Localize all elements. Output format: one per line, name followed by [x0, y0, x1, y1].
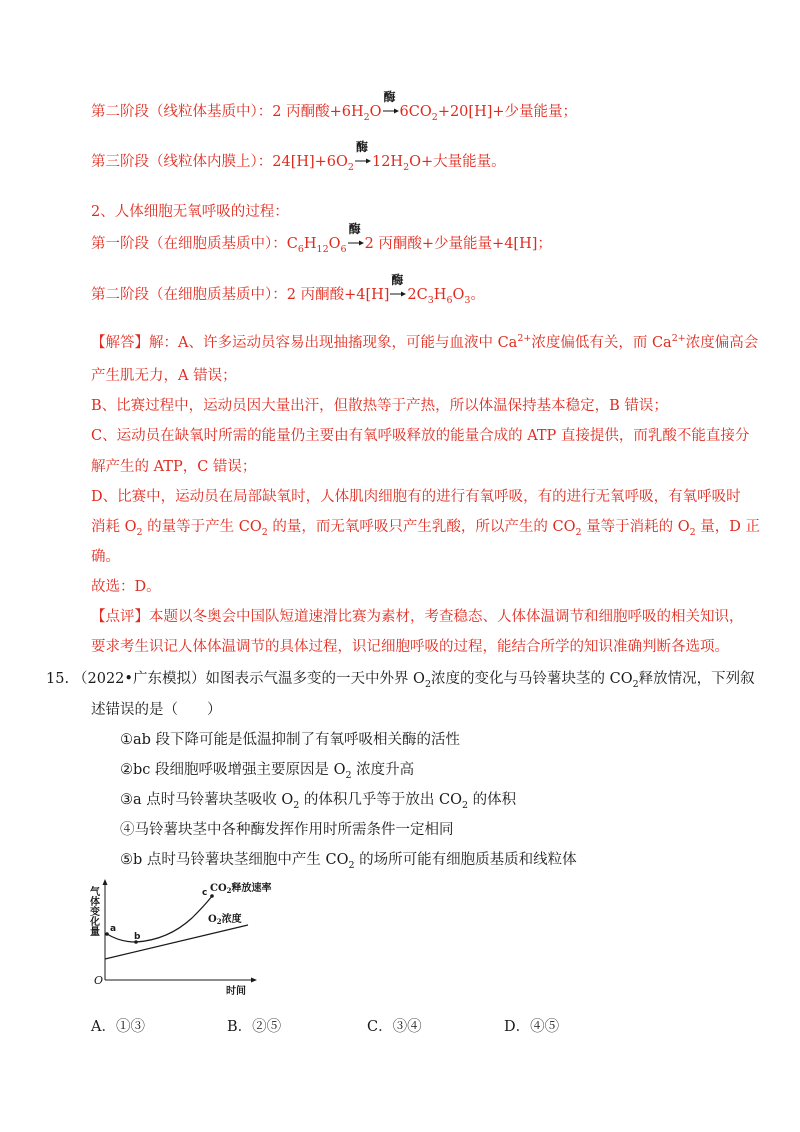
x-axis-label: 时间	[226, 986, 246, 997]
point-c	[210, 894, 214, 898]
point-a-label: a	[110, 924, 117, 934]
aerobic-stage3: 第三阶段（线粒体内膜上）：$24[H]+6O_2$ 酶 $12H_2O+$大量能量。	[91, 140, 506, 173]
origin-label: O	[94, 974, 104, 987]
co2-series-line	[107, 896, 212, 942]
enzyme-arrow: 酶	[348, 235, 364, 249]
y-axis-arrow	[103, 879, 108, 885]
statement-1: ①ab 段下降可能是低温抑制了有氧呼吸相关酶的活性	[120, 732, 461, 748]
option-b[interactable]: B．②⑤	[227, 1019, 282, 1035]
enzyme-arrow: 酶	[383, 103, 399, 117]
gas-change-chart	[87, 878, 272, 997]
option-c[interactable]: C．③④	[367, 1019, 422, 1035]
y-axis-label: 气体变化量	[87, 886, 99, 936]
anaerobic-stage2: 第二阶段（在细胞质基质中）：2 丙酮酸+4[H] 酶 $2C_3H_6O_3$。	[91, 273, 485, 306]
comment-tag: 【点评】	[91, 609, 149, 625]
co2-series-label: $CO_2$释放速率	[210, 883, 272, 895]
comment-line-2: 要求考生识记人体体温调节的具体过程，识记细胞呼吸的过程，能结合所学的知识准确判断各选项。	[91, 639, 729, 655]
answer-line-1: 【解答】解：A、许多运动员容易出现抽搐现象，可能与血液中 $Ca^{2+}$浓度偏低有关，而 $Ca^{2+}$浓度偏高会	[91, 333, 759, 351]
aerobic-stage2: 第二阶段（线粒体基质中）：2 丙酮酸$+6H_2O$ 酶 $6CO_2+20[H]+$少量能量；	[91, 90, 578, 123]
answer-line-4: C、运动员在缺氧时所需的能量仍主要由有氧呼吸释放的能量合成的 ATP 直接提供，而乳酸不能直接分	[91, 428, 750, 444]
statement-2: ②bc 段细胞呼吸增强主要原因是 $O_2$ 浓度升高	[120, 762, 415, 781]
enzyme-arrow: 酶	[390, 286, 406, 300]
anaerobic-stage1: 第一阶段（在细胞质基质中）：$C_6H_{12}O_6$ 酶 2 丙酮酸+少量能量+4[H]；	[91, 222, 552, 255]
point-b-label: b	[134, 932, 141, 942]
answer-line-7: 消耗 $O_2$ 的量等于产生 $CO_2$ 的量，而无氧呼吸只产生乳酸，所以产生的 $CO_2$ 量等于消耗的 $O_2$ 量，D 正	[91, 519, 761, 538]
anaerobic-title: 2、人体细胞无氧呼吸的过程：	[91, 204, 289, 220]
answer-line-6: D、比赛中，运动员在局部缺氧时，人体肌肉细胞有的进行有氧呼吸，有的进行无氧呼吸，有氧呼吸时	[91, 489, 741, 505]
question-stem-2: 述错误的是（ ）	[91, 702, 222, 718]
question-number: 15.	[46, 671, 70, 687]
answer-line-8: 确。	[91, 549, 120, 565]
comment-line-1: 【点评】本题以冬奥会中国队短道速滑比赛为素材，考查稳态、人体体温调节和细胞呼吸的相关知识，	[91, 609, 744, 625]
answer-line-2: 产生肌无力，A 错误；	[91, 368, 237, 384]
answer-choice: 故选：D。	[91, 579, 161, 595]
option-d[interactable]: D．④⑤	[504, 1019, 560, 1035]
option-a[interactable]: A．①③	[91, 1019, 145, 1035]
answer-tag: 【解答】	[91, 335, 149, 351]
o2-series-label: $O_2$浓度	[208, 914, 242, 926]
answer-line-3: B、比赛过程中，运动员因大量出汗，但散热等于产热，所以体温保持基本稳定，B 错误；	[91, 398, 668, 414]
statement-5: ⑤b 点时马铃薯块茎细胞中产生 $CO_2$ 的场所可能有细胞质基质和线粒体	[120, 852, 577, 871]
enzyme-arrow: 酶	[355, 153, 371, 167]
statement-4: ④马铃薯块茎中各种酶发挥作用时所需条件一定相同	[120, 822, 454, 838]
statement-3: ③a 点时马铃薯块茎吸收 $O_2$ 的体积几乎等于放出 $CO_2$ 的体积	[120, 792, 517, 811]
x-axis-arrow	[251, 978, 257, 983]
question-stem-1: （2022•广东模拟）如图表示气温多变的一天中外界 $O_2$浓度的变化与马铃薯块茎的 $CO_2$释放情况，下列叙	[73, 671, 755, 690]
answer-line-5: 解产生的 ATP，C 错误；	[91, 459, 257, 475]
point-a	[105, 932, 109, 936]
point-c-label: c	[202, 888, 208, 898]
